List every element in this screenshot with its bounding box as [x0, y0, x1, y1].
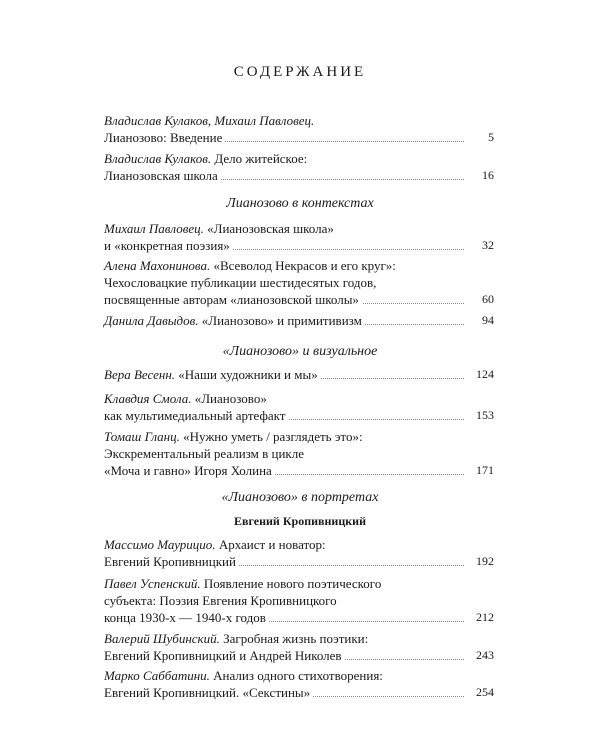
entry-title: Дело житейское:: [211, 151, 308, 166]
entry-author: Владислав Кулаков.: [104, 151, 212, 166]
entry-page-number: 124: [473, 367, 494, 381]
entry-title-cont: и «конкретная поэзия»: [104, 238, 233, 253]
entry-author: Михаил Павловец.: [104, 221, 204, 236]
entry-title-cont: Евгений Кропивницкий и Андрей Николев: [104, 648, 345, 663]
entry-author: Алена Махонинова.: [104, 258, 211, 273]
toc-entry[interactable]: [104, 630, 494, 664]
entry-author: Вера Весенн.: [104, 367, 176, 382]
toc-entry[interactable]: [104, 150, 494, 184]
entry-title-cont: Чехословацкие публикации шестидесятых годов,: [104, 275, 377, 290]
entry-title-cont: Экскрементальный реализм в цикле: [104, 446, 304, 461]
section-heading: «Лианозово» в портретах: [221, 490, 379, 505]
entry-page-number: 254: [473, 685, 494, 699]
toc-entry[interactable]: [104, 428, 494, 479]
entry-page-number: 243: [473, 648, 494, 662]
toc-entry[interactable]: [104, 220, 494, 254]
entry-title: «Наши художники и мы»: [175, 367, 318, 382]
entry-page-number: 212: [473, 610, 494, 624]
entry-title-cont: как мультимедиальный артефакт: [104, 408, 289, 423]
entry-author: Данила Давыдов.: [104, 313, 199, 328]
entry-author: Владислав Кулаков, Михаил Павловец.: [104, 113, 315, 128]
entry-title: «Лианозово»: [191, 391, 267, 406]
section-heading: «Лианозово» и визуальное: [222, 344, 378, 359]
toc-entry[interactable]: [104, 312, 494, 329]
entry-author: Томаш Гланц.: [104, 429, 180, 444]
entry-title: «Лианозовская школа»: [203, 221, 334, 236]
entry-title-cont: Евгений Кропивницкий. «Секстины»: [104, 685, 313, 700]
entry-title-cont: «Моча и гавно» Игоря Холина: [104, 463, 275, 478]
entry-title: «Всеволод Некрасов и его круг»:: [210, 258, 396, 273]
entry-title: Появление нового поэтического: [200, 576, 382, 591]
entry-title: «Лианозово» и примитивизм: [198, 313, 362, 328]
toc-entry[interactable]: [104, 667, 494, 701]
entry-page-number: 153: [473, 408, 494, 422]
toc-entry[interactable]: [104, 575, 494, 626]
toc-entry[interactable]: [104, 536, 494, 570]
entry-title-cont: Евгений Кропивницкий: [104, 554, 239, 569]
page-title: СОДЕРЖАНИЕ: [233, 64, 367, 80]
entry-page-number: 94: [479, 313, 494, 327]
section-heading: Лианозово в контекстах: [226, 196, 374, 211]
toc-entry[interactable]: [104, 257, 494, 308]
entry-author: Павел Успенский.: [104, 576, 201, 591]
entry-author: Клавдия Смола.: [104, 391, 192, 406]
entry-title: Анализ одного стихотворения:: [209, 668, 383, 683]
entry-title-cont: Лианозовская школа: [104, 168, 221, 183]
entry-page-number: 5: [485, 130, 494, 144]
entry-page-number: 192: [473, 554, 494, 568]
subsection-heading: Евгений Кропивницкий: [233, 514, 366, 528]
entry-title: «Нужно уметь / разглядеть это»:: [179, 429, 363, 444]
entry-title: Архаист и новатор:: [215, 537, 326, 552]
entry-page-number: 32: [479, 238, 494, 252]
entry-page-number: 16: [479, 168, 494, 182]
entry-author: Валерий Шубинский.: [104, 631, 220, 646]
entry-page-number: 60: [479, 292, 494, 306]
toc-entry[interactable]: [104, 390, 494, 424]
entry-title-cont: конца 1930-х — 1940-х годов: [104, 610, 269, 625]
entry-title-cont: посвященные авторам «лианозовской школы»: [104, 292, 362, 307]
toc-entry[interactable]: [104, 366, 494, 383]
entry-author: Марко Саббатини.: [104, 668, 210, 683]
entry-title: Лианозово: Введение: [104, 130, 225, 145]
entry-title: Загробная жизнь поэтики:: [219, 631, 369, 646]
entry-author: Массимо Маурицио.: [104, 537, 216, 552]
entry-page-number: 171: [473, 463, 494, 477]
toc-entry[interactable]: [104, 112, 494, 146]
entry-title-cont: субъекта: Поэзия Евгения Кропивницкого: [104, 593, 337, 608]
